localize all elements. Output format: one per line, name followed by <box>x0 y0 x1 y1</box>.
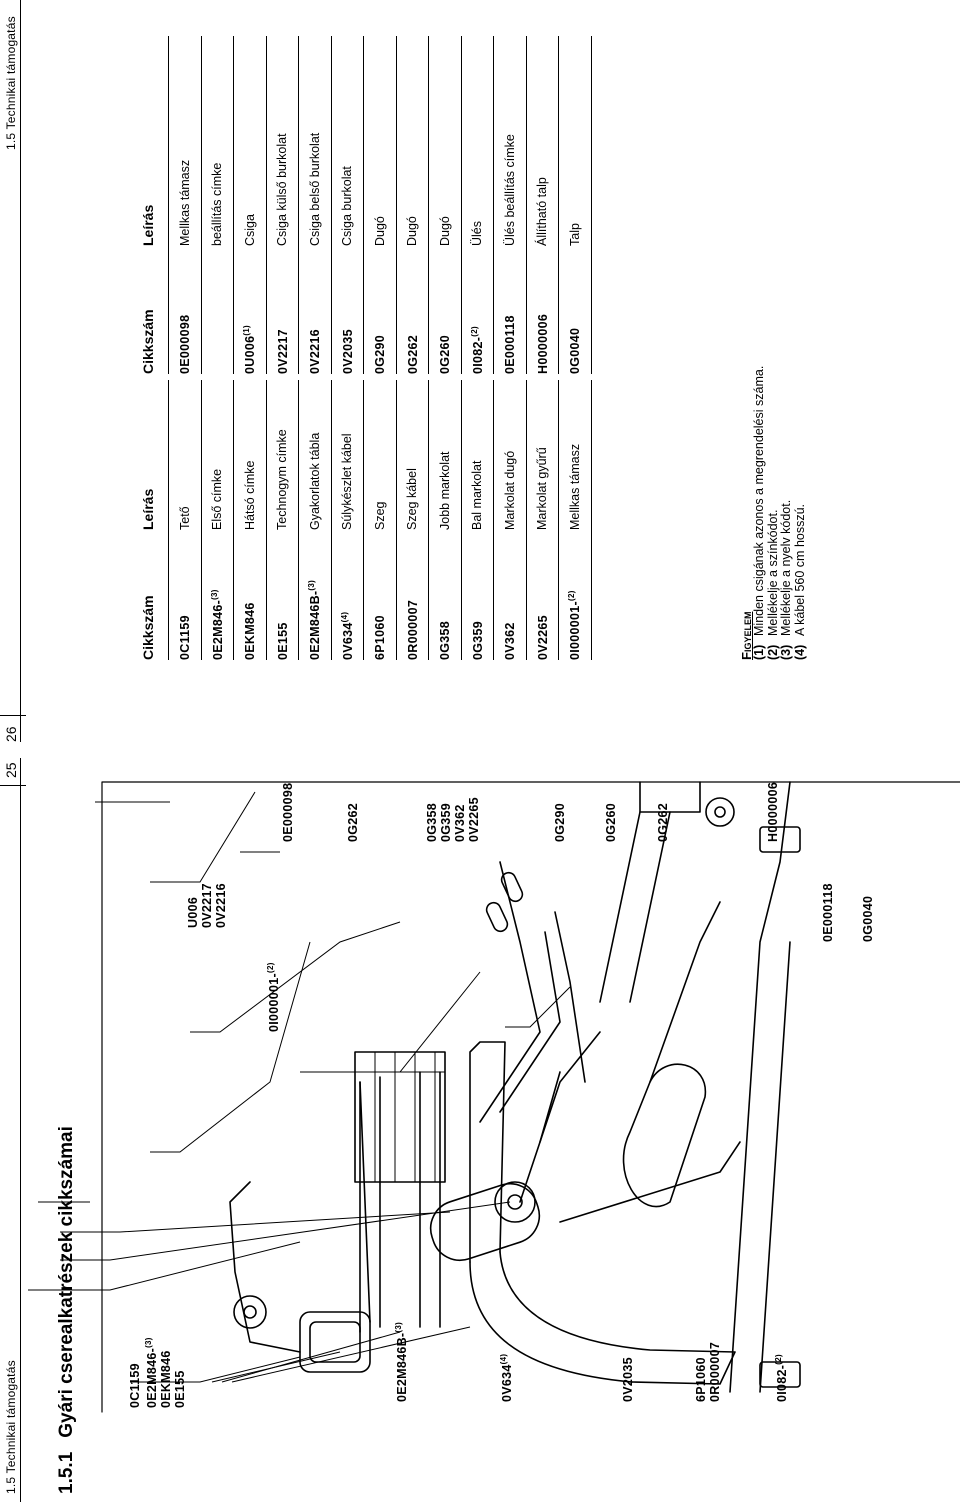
label-0G358: 0G358 <box>425 802 439 842</box>
part-code-1: 0C1159 <box>169 530 202 660</box>
part-description-1: Bal markolat <box>461 380 494 530</box>
table-row <box>461 36 494 660</box>
table-row <box>526 36 559 660</box>
note-item <box>780 366 793 660</box>
part-code-2: 0V2035 <box>331 246 364 374</box>
notes <box>740 366 807 660</box>
part-description-1: Tető <box>169 380 202 530</box>
part-description-1: Szeg kábel <box>396 380 429 530</box>
label-0V2217: 0V2217 <box>200 883 214 928</box>
part-description-2: Ülés <box>461 36 494 246</box>
part-description-2: Talp <box>559 36 592 246</box>
header-leiras-2: Leírás <box>128 36 169 246</box>
part-description-2: Mellkas támasz <box>169 36 202 246</box>
part-description-2: Dugó <box>364 36 397 246</box>
label-0V2216: 0V2216 <box>214 883 228 928</box>
part-code-2: 0V2217 <box>266 246 299 374</box>
table-row <box>364 36 397 660</box>
table-row <box>429 36 462 660</box>
part-code-2: 0V2216 <box>299 246 332 374</box>
header-cikkszam-1: Cikkszám <box>128 530 169 660</box>
note-number: (4) <box>792 644 807 660</box>
part-code-2: 0G260 <box>429 246 462 374</box>
part-code-1: 0V634$^{(4)}$ <box>331 530 364 660</box>
part-description-1: Első címke <box>201 380 234 530</box>
part-description-1: Markolat dugó <box>494 380 527 530</box>
label-0G0040: 0G0040 <box>861 895 875 942</box>
note-number: (1) <box>752 644 767 660</box>
note-item <box>753 366 766 660</box>
seat <box>624 1064 706 1206</box>
left-page <box>0 750 960 1502</box>
header-cikkszam-2: Cikkszám <box>128 246 169 374</box>
part-code-2 <box>201 246 234 374</box>
part-description-1: Gyakorlatok tábla <box>299 380 332 530</box>
note-text: A kábel 560 cm hosszú. <box>792 503 807 636</box>
note-text: Mellékelje a színkódot. <box>765 509 780 636</box>
part-code-1: 0EKM846 <box>234 530 267 660</box>
label-0V2035: 0V2035 <box>621 1357 635 1402</box>
pulley-top <box>234 1296 266 1328</box>
label-0I000001: 0I000001-$^{(2)}$ <box>266 962 281 1032</box>
label-0EKM846: 0EKM846 <box>159 1350 173 1408</box>
part-code-1: 0R000007 <box>396 530 429 660</box>
section-title-text: Gyári cserealkatrészek cikkszámai <box>56 1126 77 1438</box>
chest-pad <box>423 1176 546 1267</box>
part-description-2: Dugó <box>396 36 429 246</box>
label-top-left-group <box>128 1337 187 1408</box>
part-code-1: 0V2265 <box>526 530 559 660</box>
part-description-2: Csiga burkolat <box>331 36 364 246</box>
label-0C1159: 0C1159 <box>128 1363 142 1408</box>
part-code-2: 0I082-$^{(2)}$ <box>461 246 494 374</box>
note-number: (2) <box>765 644 780 660</box>
table-row <box>331 36 364 660</box>
label-0G290: 0G290 <box>553 802 567 842</box>
part-code-2: H0000006 <box>526 246 559 374</box>
part-code-2: 0G290 <box>364 246 397 374</box>
part-description-2: Csiga <box>234 36 267 246</box>
page-number-divider <box>0 715 26 716</box>
part-code-2: 0U006$^{(1)}$ <box>234 246 267 374</box>
part-code-1: 0G359 <box>461 530 494 660</box>
page-number: 26 <box>3 726 19 742</box>
table-row <box>201 36 234 660</box>
label-0V2265: 0V2265 <box>467 797 481 842</box>
note-item <box>794 366 807 660</box>
part-description-1: Jobb markolat <box>429 380 462 530</box>
page-number: 25 <box>3 762 19 778</box>
header-leiras-1: Leírás <box>128 380 169 530</box>
note-item <box>767 366 780 660</box>
label-0G359: 0G359 <box>439 802 453 842</box>
parts-table <box>128 36 592 660</box>
label-0V634: 0V634$^{(4)}$ <box>499 1353 514 1402</box>
part-code-2: 0E000118 <box>494 246 527 374</box>
running-header: 1.5 Technikai támogatás <box>4 16 18 150</box>
table-row <box>266 36 299 660</box>
table-header-row <box>128 36 169 660</box>
table-row <box>559 36 592 660</box>
part-code-2: 0G0040 <box>559 246 592 374</box>
running-header: 1.5 Technikai támogatás <box>4 1360 18 1494</box>
table-row <box>396 36 429 660</box>
part-description-1: Mellkas támasz <box>559 380 592 530</box>
table-row <box>169 36 202 660</box>
part-description-2: Állítható talp <box>526 36 559 246</box>
label-U006: U006 <box>186 896 200 928</box>
header-rule <box>20 0 21 742</box>
part-code-1: 0E2M846-$^{(3)}$ <box>201 530 234 660</box>
part-code-2: 0G262 <box>396 246 429 374</box>
table-row <box>494 36 527 660</box>
label-0I082: 0I082-$^{(2)}$ <box>774 1354 789 1402</box>
part-code-1: 6P1060 <box>364 530 397 660</box>
note-number: (3) <box>779 644 794 660</box>
label-0E155: 0E155 <box>173 1370 187 1408</box>
label-0R000007: 0R000007 <box>708 1341 722 1402</box>
notes-title: Figyelem <box>739 611 754 660</box>
notes-list <box>753 366 807 660</box>
part-code-2: 0E000098 <box>169 246 202 374</box>
label-right-group <box>425 797 481 842</box>
part-description-1: Súlykészlet kábel <box>331 380 364 530</box>
label-0G262-b: 0G262 <box>656 802 670 842</box>
part-description-2: beállítás címke <box>201 36 234 246</box>
part-code-1: 0I000001-$^{(2)}$ <box>559 530 592 660</box>
part-description-2: Ülés beállítás címke <box>494 36 527 246</box>
label-0E2M846: 0E2M846-$^{(3)}$ <box>144 1337 159 1408</box>
label-0E2M846B: 0E2M846B-$^{(3)}$ <box>394 1321 409 1402</box>
part-description-2: Csiga külső burkolat <box>266 36 299 246</box>
part-code-1: 0G358 <box>429 530 462 660</box>
table-row <box>234 36 267 660</box>
part-code-1: 0V362 <box>494 530 527 660</box>
part-description-1: Hátsó címke <box>234 380 267 530</box>
section-number: 1.5.1 <box>56 1451 77 1494</box>
part-code-1: 0E2M846B-$^{(3)}$ <box>299 530 332 660</box>
part-description-1: Technogym címke <box>266 380 299 530</box>
part-code-1: 0E155 <box>266 530 299 660</box>
part-description-2: Csiga belső burkolat <box>299 36 332 246</box>
parts-table-body <box>169 36 592 660</box>
label-H0000006: H0000006 <box>766 781 780 842</box>
right-page <box>0 0 960 750</box>
label-0E000098: 0E000098 <box>281 782 295 842</box>
note-text: Minden csigának azonos a megrendelési száma. <box>752 365 767 636</box>
note-text: Mellékelje a nyelv kódot. <box>779 499 794 636</box>
label-0G262-a: 0G262 <box>346 802 360 842</box>
label-top-group <box>186 883 228 928</box>
label-0V362: 0V362 <box>453 804 467 842</box>
part-description-1: Markolat gyűrű <box>526 380 559 530</box>
label-0G260: 0G260 <box>604 802 618 842</box>
table-row <box>299 36 332 660</box>
label-6P1060: 6P1060 <box>694 1357 708 1402</box>
label-0E000118: 0E000118 <box>821 883 835 942</box>
part-description-2: Dugó <box>429 36 462 246</box>
part-description-1: Szeg <box>364 380 397 530</box>
label-bottom-left-group <box>694 1342 722 1402</box>
